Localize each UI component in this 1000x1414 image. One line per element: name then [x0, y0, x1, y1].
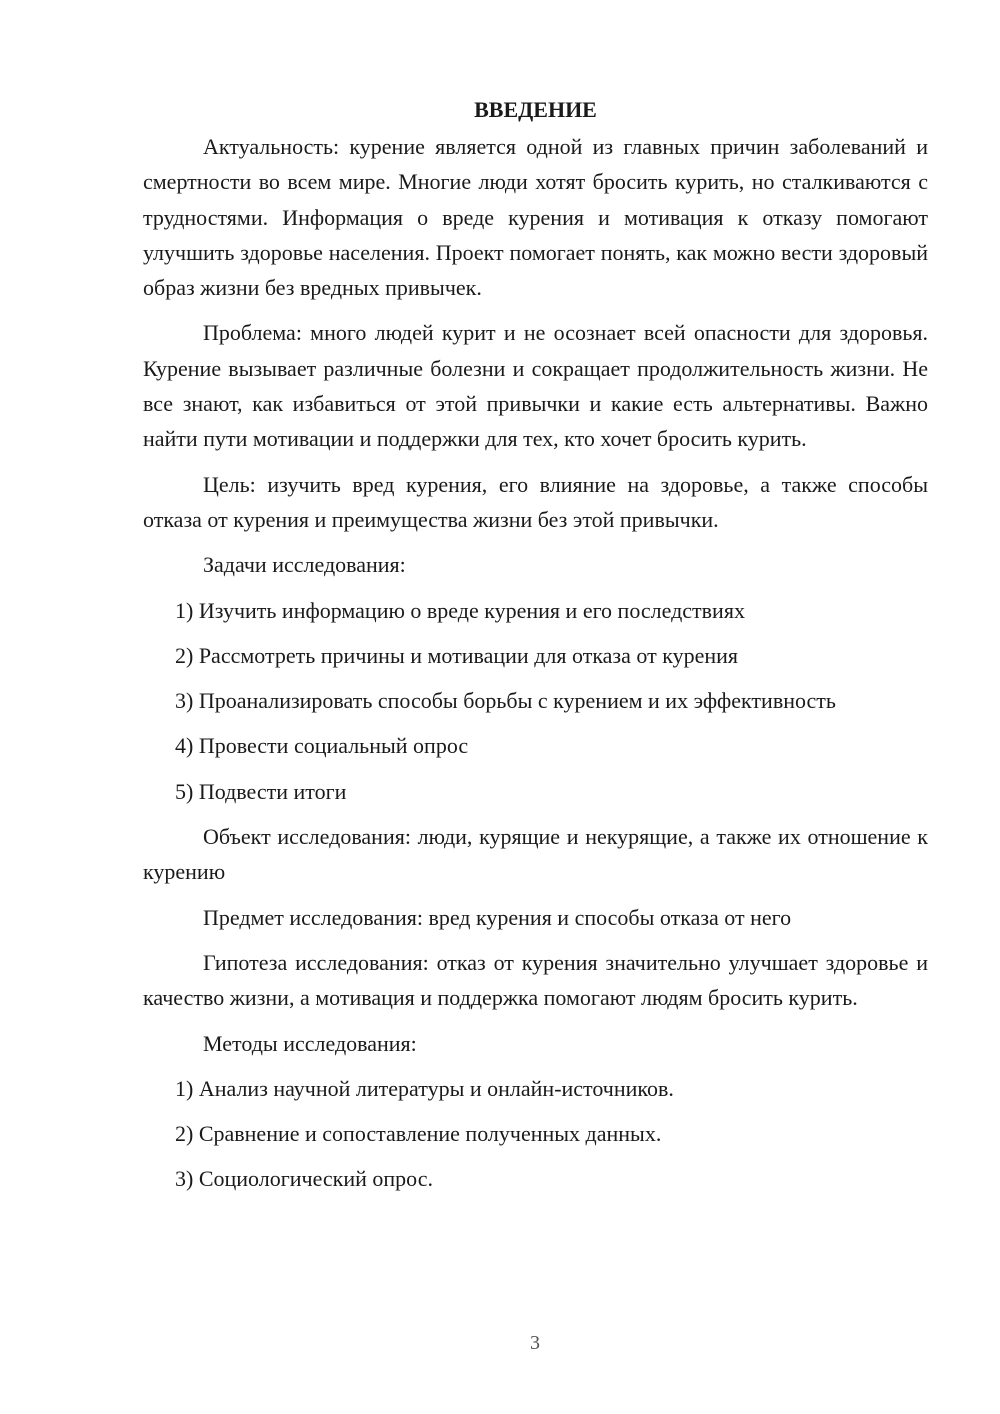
tasks-list	[143, 593, 928, 809]
list-item: 4) Провести социальный опрос	[175, 733, 469, 759]
paragraph-object: Объект исследования: люди, курящие и некурящие, а также их отношение к курению	[143, 824, 928, 885]
section-heading: ВВЕДЕНИЕ	[474, 97, 597, 122]
methods-title: Методы исследования:	[203, 1030, 417, 1056]
list-item: 2) Сравнение и сопоставление полученных данных.	[175, 1121, 662, 1147]
document-page	[143, 92, 928, 1207]
methods-list	[143, 1071, 928, 1197]
list-item: 3) Социологический опрос.	[175, 1166, 433, 1192]
list-item: 2) Рассмотреть причины и мотивации для отказа от курения	[175, 642, 739, 668]
tasks-title: Задачи исследования:	[203, 552, 406, 578]
list-item: 1) Анализ научной литературы и онлайн-источников.	[175, 1075, 674, 1101]
paragraph-goal: Цель: изучить вред курения, его влияние на здоровье, а также способы отказа от курения и преимущества жизни без этой привычки.	[143, 471, 928, 532]
paragraph-problem: Проблема: много людей курит и не осознает всей опасности для здоровья. Курение вызывает различные болезни и сокращает продолжительность жизни. Не все знают, как избавиться от этой привычки и какие есть альтернативы. Важно найти пути мотивации и поддержки для тех, кто хочет бросить курить.	[143, 320, 928, 452]
page-number: 3	[530, 1332, 540, 1354]
paragraph-relevance: Актуальность: курение является одной из главных причин заболеваний и смертности во всем мире. Многие люди хотят бросить курить, но сталкиваются с трудностями. Информация о вреде курения и мотивация к отказу помогают улучшить здоровье населения. Проект помогает понять, как можно вести здоровый образ жизни без вредных привычек.	[143, 134, 928, 301]
list-item: 5) Подвести итоги	[175, 778, 347, 804]
list-item: 3) Проанализировать способы борьбы с курением и их эффективность	[175, 688, 836, 714]
paragraph-subject: Предмет исследования: вред курения и способы отказа от него	[203, 904, 792, 930]
list-item: 1) Изучить информацию о вреде курения и его последствиях	[175, 597, 745, 623]
paragraph-hypothesis: Гипотеза исследования: отказ от курения значительно улучшает здоровье и качество жизни, а мотивация и поддержка помогают людям бросить курить.	[143, 949, 928, 1011]
